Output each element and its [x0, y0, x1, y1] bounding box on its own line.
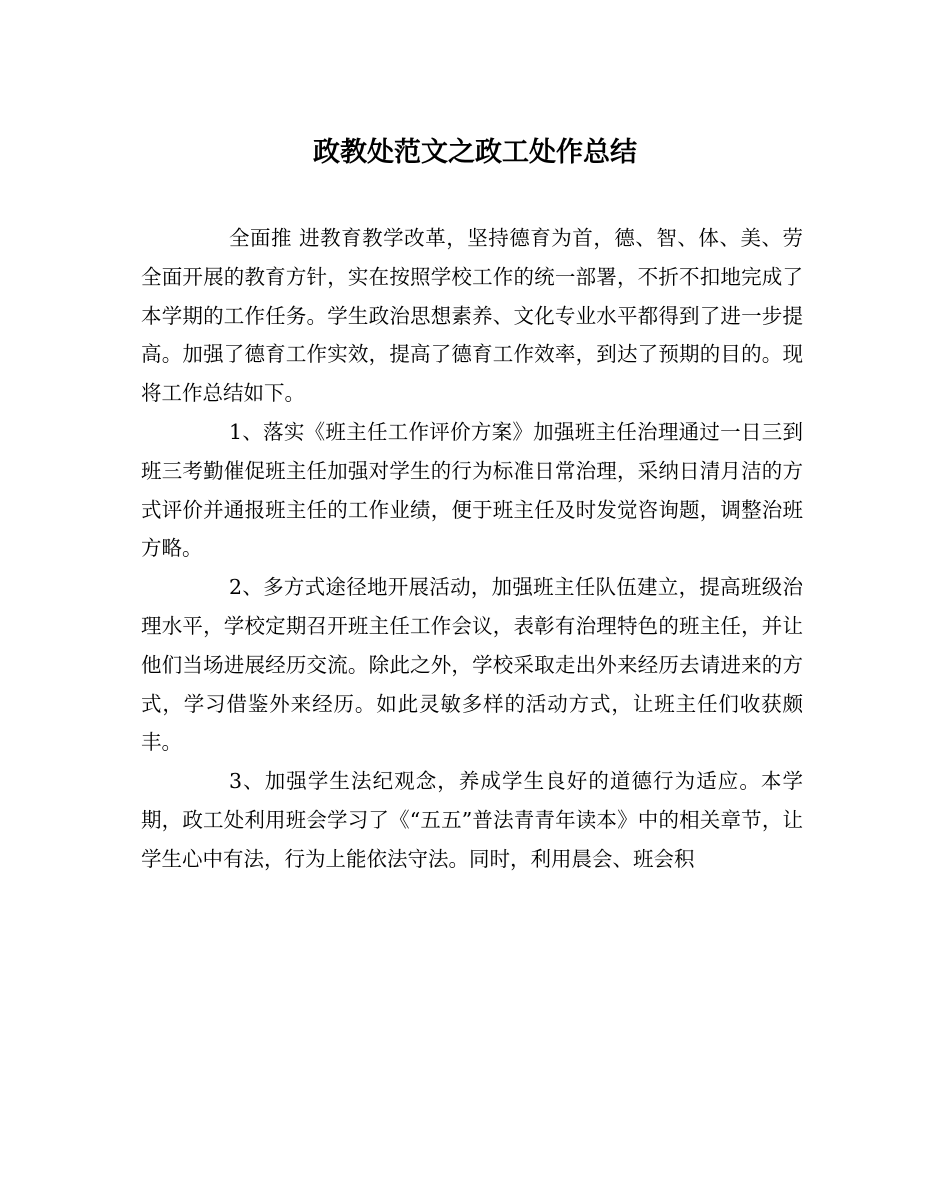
- paragraph-item-3: 3、加强学生法纪观念，养成学生良好的道德行为适应。本学期，政工处利用班会学习了《“五五”普法青青年读本》中的相关章节，让学生心中有法，行为上能依法守法。同时，利用晨会、班会积: [141, 769, 803, 871]
- paragraph-item-2: 2、多方式途径地开展活动，加强班主任队伍建立，提高班级治理水平，学校定期召开班主任工作会议，表彰有治理特色的班主任，并让他们当场进展经历交流。除此之外，学校采取走出外来经历去请进来的方式，学习借鉴外来经历。如此灵敏多样的活动方式，让班主任们收获颇丰。: [141, 575, 803, 755]
- paragraph-item-1: 1、落实《班主任工作评价方案》加强班主任治理通过一日三到班三考勤催促班主任加强对学生的行为标准日常治理，采纳日清月洁的方式评价并通报班主任的工作业绩，便于班主任及时发觉咨询题，调整治班方略。: [141, 419, 803, 561]
- document-body: [141, 219, 803, 879]
- paragraph-intro: 全面推 进教育教学改革，坚持德育为首，德、智、体、美、劳全面开展的教育方针，实在按照学校工作的统一部署，不折不扣地完成了本学期的工作任务。学生政治思想素养、文化专业水平都得到了进一步提高。加强了德育工作实效，提高了德育工作效率，到达了预期的目的。现将工作总结如下。: [141, 226, 803, 406]
- document-title: 政教处范文之政工处作总结: [313, 137, 637, 168]
